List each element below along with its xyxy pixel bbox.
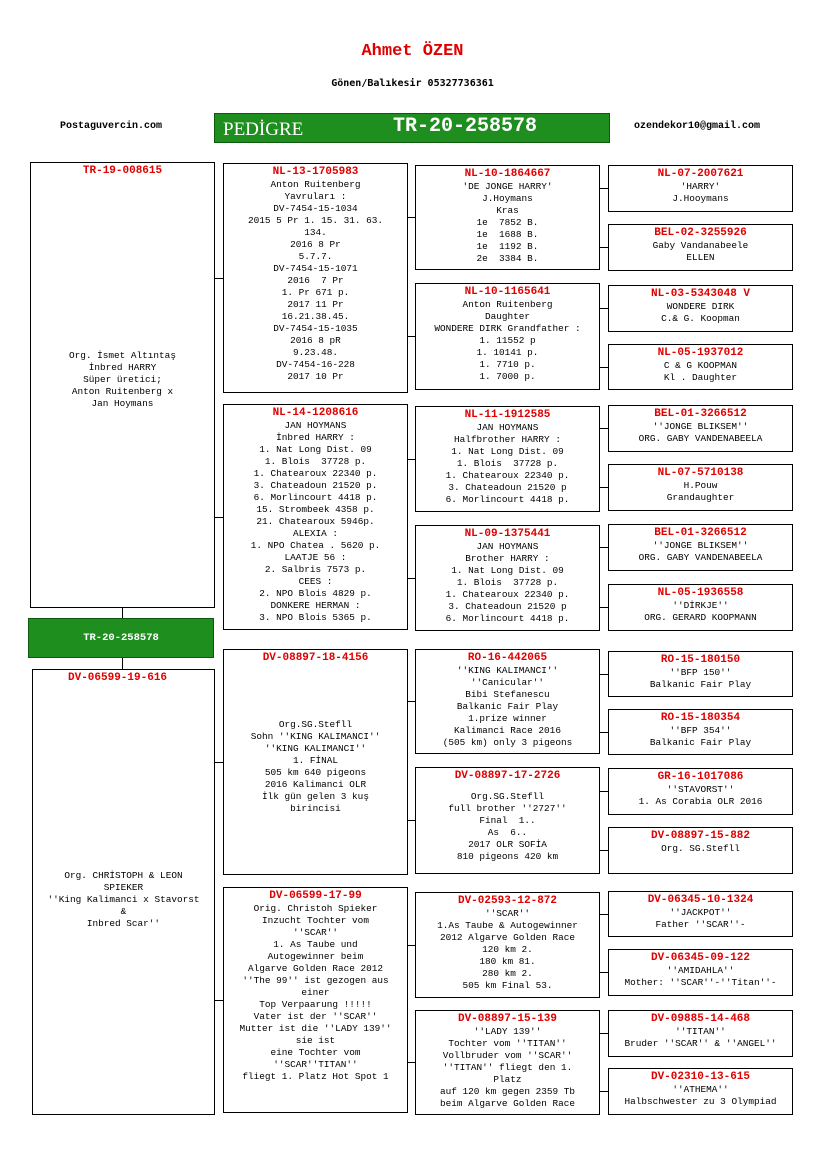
connector-line [408, 945, 415, 946]
sire-notes [31, 350, 214, 410]
connector-line [600, 850, 608, 851]
connector-line [600, 1033, 608, 1034]
great-grandparent-note-line: 1. 10141 p. [476, 347, 539, 358]
great-great-grandparent-box [608, 344, 793, 390]
grandparent-note-line: 3. Chateadoun 21520 p. [253, 480, 378, 491]
great-great-grandparent-ring-id: NL-05-1937012 [657, 347, 744, 359]
great-grandparent-note-line: 1. 11552 p [479, 335, 536, 346]
dam-notes [33, 870, 214, 930]
grandparent-note-line: 2017 10 Pr [287, 371, 344, 382]
grandparent-note-line: Autogewinner beim [267, 951, 364, 962]
great-grandparent-ring-id: NL-09-1375441 [464, 528, 551, 540]
great-great-grandparent-note-line: Bruder ''SCAR'' & ''ANGEL'' [624, 1038, 777, 1049]
connector-line [600, 547, 608, 548]
great-grandparent-ring-id: DV-08897-15-139 [457, 1013, 558, 1025]
great-great-grandparent-ring-id: BEL-02-3255926 [654, 227, 747, 239]
great-grandparent-note-line: Tochter vom ''TITAN'' [448, 1038, 567, 1049]
grandparent-note-line: 2016 Kalimanci OLR [264, 779, 367, 790]
great-great-grandparent-note-line: 1. As Corabia OLR 2016 [638, 796, 763, 807]
great-great-grandparent-note-line: ''BFP 354'' [669, 725, 732, 736]
grandparent-ring-id: DV-06599-17-99 [269, 890, 362, 902]
grandparent-note-line: 15. Strombeek 4358 p. [256, 504, 375, 515]
connector-line [600, 607, 608, 608]
grandparent-note-line: ''SCAR'' [292, 927, 338, 938]
great-grandparent-box [415, 283, 600, 390]
great-great-grandparent-note-line: Halbschwester zu 3 Olympiad [624, 1096, 777, 1107]
great-great-grandparent-note-line: ELLEN [686, 252, 715, 263]
great-great-grandparent-box [608, 285, 793, 332]
grandparent-note-line: 3. NPO Blois 5365 p. [259, 612, 372, 623]
grandparent-note-line: İnbred HARRY : [276, 432, 355, 443]
connector-line [600, 367, 608, 368]
great-grandparent-ring-id: RO-16-442065 [467, 652, 548, 664]
great-grandparent-box [415, 406, 600, 512]
great-great-grandparent-box [608, 1010, 793, 1057]
banner-label: PEDİGRE [223, 119, 304, 140]
great-grandparent-note-line: 2017 OLR SOFİA [468, 839, 547, 850]
grandparent-box [223, 404, 408, 630]
great-great-grandparent-note-line: ORG. GERARD KOOPMANN [644, 612, 757, 623]
connector-line [408, 701, 415, 702]
dam-note-line: Inbred Scar'' [86, 918, 161, 929]
grandparent-note-line: DV-7454-15-1035 [273, 323, 358, 334]
great-great-grandparent-note-line: ''TITAN'' [675, 1026, 726, 1037]
great-grandparent-box [415, 165, 600, 270]
great-grandparent-note-line: 1. Chatearoux 22340 p. [445, 589, 570, 600]
great-great-grandparent-note-line: Kl . Daughter [663, 372, 738, 383]
great-grandparent-note-line: ''SCAR'' [484, 908, 530, 919]
connector-line [600, 487, 608, 488]
great-great-grandparent-box [608, 768, 793, 815]
great-great-grandparent-note-line: Father ''SCAR''- [655, 919, 746, 930]
grandparent-note-line: 1. Pr 671 p. [281, 287, 350, 298]
connector-line [600, 188, 608, 189]
grandparent-note-line: DV-7454-15-1071 [273, 263, 358, 274]
great-great-grandparent-box [608, 464, 793, 511]
great-grandparent-note-line: auf 120 km gegen 2359 Tb [439, 1086, 576, 1097]
great-great-grandparent-box [608, 1068, 793, 1115]
grandparent-note-line: 2. Salbris 7573 p. [264, 564, 367, 575]
great-great-grandparent-ring-id: NL-05-1936558 [657, 587, 744, 599]
connector-line [600, 247, 608, 248]
great-great-grandparent-note-line: ''ATHEMA'' [672, 1084, 729, 1095]
great-grandparent-note-line: 1. Nat Long Dist. 09 [451, 565, 564, 576]
grandparent-note-line: birincisi [290, 803, 341, 814]
grandparent-note-line: DONKERE HERMAN : [270, 600, 361, 611]
great-great-grandparent-note-line: H.Pouw [683, 480, 718, 491]
sire-note-line: Org. İsmet Altıntaş [69, 350, 176, 361]
great-grandparent-note-line: Platz [493, 1074, 522, 1085]
breeder-name: Ahmet ÖZEN [361, 42, 464, 61]
great-great-grandparent-box [608, 651, 793, 697]
great-grandparent-note-line: 1e 1688 B. [476, 229, 539, 240]
grandparent-note-line: 2015 5 Pr 1. 15. 31. 63. [247, 215, 384, 226]
grandparent-note-line: 1. FİNAL [292, 755, 338, 766]
great-grandparent-note-line: 1.As Taube & Autogewinner [437, 920, 578, 931]
great-grandparent-note-line: Brother HARRY : [465, 553, 550, 564]
great-great-grandparent-note-line: J.Hooymans [672, 193, 729, 204]
great-grandparent-note-line: WONDERE DIRK Grandfather : [434, 323, 581, 334]
grandparent-note-line: 1. NPO Chatea . 5620 p. [250, 540, 381, 551]
grandparent-ring-id: DV-08897-18-4156 [262, 652, 369, 664]
great-grandparent-note-line: full brother ''2727'' [448, 803, 567, 814]
great-grandparent-note-line: Daughter [484, 311, 530, 322]
great-grandparent-note-line: Kalimanci Race 2016 [454, 725, 561, 736]
great-grandparent-note-line: As 6.. [487, 827, 528, 838]
grandparent-note-line: Top Verpaarung !!!!! [259, 999, 372, 1010]
grandparent-note-line: İlk gün gelen 3 kuş [262, 791, 369, 802]
dam-note-line: ''King Kalimanci x Stavorst [47, 894, 200, 905]
great-great-grandparent-ring-id: GR-16-1017086 [657, 771, 744, 783]
connector-line [408, 820, 415, 821]
grandparent-note-line: 1. As Taube und [273, 939, 358, 950]
great-great-grandparent-ring-id: BEL-01-3266512 [654, 408, 747, 420]
grandparent-note-line: 9.23.48. [292, 347, 338, 358]
grandparent-note-line: JAN HOYMANS [284, 420, 347, 431]
great-grandparent-note-line: Anton Ruitenberg [462, 299, 553, 310]
great-grandparent-note-line: 6. Morlincourt 4418 p. [445, 613, 570, 624]
great-great-grandparent-note-line: 'HARRY' [680, 181, 721, 192]
connector-line [600, 972, 608, 973]
grandparent-note-line: 2016 8 pR [290, 335, 341, 346]
great-great-grandparent-note-line: ''STAVORST'' [666, 784, 735, 795]
great-grandparent-note-line: 2e 3384 B. [476, 253, 539, 264]
connector-line [408, 336, 415, 337]
great-grandparent-note-line: 1. 7000 p. [479, 371, 536, 382]
grandparent-note-line: 2016 8 Pr [290, 239, 341, 250]
grandparent-ring-id: NL-13-1705983 [272, 166, 359, 178]
great-great-grandparent-note-line: ORG. GABY VANDENABEELA [638, 433, 763, 444]
grandparent-box [223, 163, 408, 393]
great-grandparent-note-line: J.Hoymans [482, 193, 533, 204]
connector-line [600, 791, 608, 792]
great-great-grandparent-ring-id: DV-06345-09-122 [650, 952, 751, 964]
dam-note-line: SPIEKER [103, 882, 144, 893]
great-great-grandparent-box [608, 224, 793, 271]
great-great-grandparent-note-line: Mother: ''SCAR''-''Titan''- [624, 977, 777, 988]
grandparent-note-line: sie ist [295, 1035, 336, 1046]
grandparent-note-line: 1. Chatearoux 22340 p. [253, 468, 378, 479]
grandparent-note-line: CEES : [298, 576, 333, 587]
great-grandparent-note-line: Org.SG.Stefll [470, 791, 545, 802]
grandparent-note-line: 6. Morlincourt 4418 p. [253, 492, 378, 503]
grandparent-note-line: 2017 11 Pr [287, 299, 344, 310]
grandparent-note-line: 1. Blois 37728 p. [264, 456, 367, 467]
grandparent-note-line: 16.21.38.45. [281, 311, 350, 322]
grandparent-note-line: fliegt 1. Platz Hot Spot 1 [242, 1071, 389, 1082]
great-grandparent-note-line: 6. Morlincourt 4418 p. [445, 494, 570, 505]
great-grandparent-ring-id: DV-08897-17-2726 [454, 770, 561, 782]
grandparent-ring-id: NL-14-1208616 [272, 407, 359, 419]
great-great-grandparent-box [608, 827, 793, 874]
subject-ring-number: TR-20-258578 [83, 632, 159, 644]
website-link[interactable]: Postaguvercin.com [60, 121, 163, 132]
sire-note-line: Anton Ruitenberg x [71, 386, 174, 397]
dam-box [32, 669, 215, 1115]
great-grandparent-note-line: 180 km 81. [479, 956, 536, 967]
connector-line [408, 1062, 415, 1063]
great-great-grandparent-ring-id: RO-15-180354 [660, 712, 741, 724]
great-grandparent-ring-id: DV-02593-12-872 [457, 895, 558, 907]
great-grandparent-note-line: Vollbruder vom ''SCAR'' [442, 1050, 573, 1061]
grandparent-box [223, 649, 408, 875]
connector-line [600, 428, 608, 429]
sire-box [30, 162, 215, 608]
great-grandparent-note-line: (505 km) only 3 pigeons [442, 737, 573, 748]
great-great-grandparent-note-line: ''DİRKJE'' [672, 600, 729, 611]
great-great-grandparent-note-line: Balkanic Fair Play [649, 737, 752, 748]
grandparent-note-line: Mutter ist die ''LADY 139'' [239, 1023, 392, 1034]
great-great-grandparent-note-line: Org. SG.Stefll [661, 843, 740, 854]
great-great-grandparent-note-line: ''JACKPOT'' [669, 907, 732, 918]
great-grandparent-box [415, 525, 600, 631]
great-grandparent-note-line: beim Algarve Golden Race [439, 1098, 576, 1109]
great-great-grandparent-ring-id: DV-06345-10-1324 [647, 894, 754, 906]
great-grandparent-note-line: 280 km 2. [482, 968, 533, 979]
grandparent-note-line: 134. [304, 227, 327, 238]
great-grandparent-note-line: 3. Chateadoun 21520 p [448, 601, 567, 612]
sire-note-line: Jan Hoymans [91, 398, 154, 409]
great-grandparent-note-line: Balkanic Fair Play [456, 701, 559, 712]
connector-line [600, 732, 608, 733]
grandparent-note-line: 1. Nat Long Dist. 09 [259, 444, 372, 455]
grandparent-note-line: LAATJE 56 : [284, 552, 347, 563]
great-grandparent-note-line: 3. Chateadoun 21520 p [448, 482, 567, 493]
great-grandparent-note-line: 1. 7710 p. [479, 359, 536, 370]
great-grandparent-note-line: 'DE JONGE HARRY' [462, 181, 553, 192]
great-great-grandparent-box [608, 949, 793, 996]
great-great-grandparent-ring-id: DV-09885-14-468 [650, 1013, 751, 1025]
connector-line [215, 1000, 223, 1001]
great-great-grandparent-ring-id: NL-07-2007621 [657, 168, 744, 180]
great-grandparent-note-line: ''KING KALIMANCI'' [456, 665, 559, 676]
connector-line [408, 459, 415, 460]
grandparent-note-line: Org.SG.Stefll [278, 719, 353, 730]
great-grandparent-note-line: 1e 1192 B. [476, 241, 539, 252]
great-grandparent-note-line: 505 km Final 53. [462, 980, 553, 991]
grandparent-note-line: ''SCAR''TITAN'' [273, 1059, 358, 1070]
great-great-grandparent-note-line: ''AMIDAHLA'' [666, 965, 735, 976]
great-great-grandparent-ring-id: BEL-01-3266512 [654, 527, 747, 539]
connector-line [215, 762, 223, 763]
great-great-grandparent-note-line: C & G KOOPMAN [663, 360, 738, 371]
dam-note-line: Org. CHRİSTOPH & LEON [64, 870, 183, 881]
great-grandparent-note-line: 120 km 2. [482, 944, 533, 955]
great-grandparent-box [415, 649, 600, 754]
great-grandparent-note-line: JAN HOYMANS [476, 541, 539, 552]
sire-note-line: İnbred HARRY [88, 362, 157, 373]
connector-line [215, 278, 223, 279]
great-grandparent-note-line: 1.prize winner [468, 713, 547, 724]
grandparent-note-line: DV-7454-16-228 [276, 359, 355, 370]
great-grandparent-ring-id: NL-10-1864667 [464, 168, 551, 180]
great-great-grandparent-ring-id: RO-15-180150 [660, 654, 741, 666]
connector-line [215, 517, 223, 518]
great-grandparent-note-line: 1e 7852 B. [476, 217, 539, 228]
great-great-grandparent-box [608, 709, 793, 755]
grandparent-note-line: eine Tochter vom [270, 1047, 361, 1058]
connector-line [408, 578, 415, 579]
great-great-grandparent-box [608, 891, 793, 937]
great-grandparent-note-line: 1. Blois 37728 p. [456, 458, 559, 469]
great-grandparent-note-line: JAN HOYMANS [476, 422, 539, 433]
great-great-grandparent-ring-id: DV-08897-15-882 [650, 830, 751, 842]
great-great-grandparent-note-line: Balkanic Fair Play [649, 679, 752, 690]
grandparent-note-line: Vater ist der ''SCAR'' [253, 1011, 378, 1022]
connector-line [408, 217, 415, 218]
great-great-grandparent-note-line: ''BFP 150'' [669, 667, 732, 678]
great-great-grandparent-ring-id: NL-03-5343048 V [650, 288, 751, 300]
email-link[interactable]: ozendekor10@gmail.com [634, 121, 761, 132]
great-great-grandparent-box [608, 405, 793, 452]
grandparent-note-line: 505 km 640 pigeons [264, 767, 367, 778]
great-great-grandparent-note-line: ORG. GABY VANDENABEELA [638, 552, 763, 563]
great-great-grandparent-box [608, 165, 793, 212]
breeder-location-phone: Gönen/Balıkesir 05327736361 [331, 78, 494, 89]
great-grandparent-note-line: Final 1.. [479, 815, 536, 826]
dam-note-line: & [120, 906, 127, 917]
grandparent-note-line: ALEXIA : [292, 528, 338, 539]
great-grandparent-note-line: ''LADY 139'' [473, 1026, 542, 1037]
connector-line [600, 1091, 608, 1092]
great-grandparent-note-line: Halfbrother HARRY : [454, 434, 561, 445]
great-grandparent-note-line: ''Canicular'' [470, 677, 545, 688]
grandparent-note-line: 2. NPO Blois 4829 p. [259, 588, 372, 599]
sire-ring-id: TR-19-008615 [82, 165, 163, 177]
great-great-grandparent-note-line: Grandaughter [666, 492, 735, 503]
great-grandparent-box [415, 767, 600, 874]
connector-line [600, 674, 608, 675]
great-grandparent-note-line: Bibi Stefanescu [465, 689, 550, 700]
subject-ring-box [28, 618, 214, 658]
grandparent-note-line: Sohn ''KING KALIMANCI'' [250, 731, 381, 742]
grandparent-box [223, 887, 408, 1113]
great-grandparent-note-line: 2012 Algarve Golden Race [439, 932, 576, 943]
grandparent-note-line: 21. Chatearoux 5946p. [256, 516, 375, 527]
grandparent-note-line: Orig. Christoh Spieker [253, 903, 378, 914]
great-grandparent-ring-id: NL-11-1912585 [464, 409, 551, 421]
great-grandparent-note-line: Kras [496, 205, 519, 216]
pedigree-banner [214, 113, 610, 143]
grandparent-note-line: ''The 99'' ist gezogen aus [242, 975, 389, 986]
grandparent-note-line: 2016 7 Pr [287, 275, 344, 286]
grandparent-note-line: Anton Ruitenberg [270, 179, 361, 190]
great-great-grandparent-note-line: C.& G. Koopman [661, 313, 740, 324]
grandparent-note-line: ''KING KALIMANCI'' [264, 743, 367, 754]
grandparent-note-line: DV-7454-15-1034 [273, 203, 358, 214]
great-great-grandparent-box [608, 584, 793, 631]
great-grandparent-box [415, 1010, 600, 1115]
great-great-grandparent-note-line: ''JONGE BLIKSEM'' [652, 421, 749, 432]
grandparent-note-line: 5.7.7. [298, 251, 333, 262]
great-grandparent-note-line: 1. Nat Long Dist. 09 [451, 446, 564, 457]
great-great-grandparent-ring-id: NL-07-5710138 [657, 467, 744, 479]
great-grandparent-note-line: ''TITAN'' fliegt den 1. [442, 1062, 573, 1073]
connector-line [600, 308, 608, 309]
great-great-grandparent-note-line: Gaby Vandanabeele [652, 240, 749, 251]
grandparent-note-line: Algarve Golden Race 2012 [247, 963, 384, 974]
grandparent-note-line: einer [301, 987, 330, 998]
connector-line [600, 914, 608, 915]
banner-ring-number: TR-20-258578 [393, 115, 538, 138]
dam-ring-id: DV-06599-19-616 [68, 672, 168, 684]
great-grandparent-note-line: 1. Blois 37728 p. [456, 577, 559, 588]
great-grandparent-box [415, 892, 600, 998]
grandparent-note-line: Yavruları : [284, 191, 347, 202]
sire-note-line: Süper üretici; [83, 374, 162, 385]
great-grandparent-note-line: 1. Chatearoux 22340 p. [445, 470, 570, 481]
great-great-grandparent-box [608, 524, 793, 571]
great-great-grandparent-note-line: ''JONGE BLIKSEM'' [652, 540, 749, 551]
great-grandparent-note-line: 810 pigeons 420 km [456, 851, 559, 862]
great-great-grandparent-ring-id: DV-02310-13-615 [650, 1071, 751, 1083]
great-great-grandparent-note-line: WONDERE DIRK [666, 301, 735, 312]
great-grandparent-ring-id: NL-10-1165641 [464, 286, 551, 298]
grandparent-note-line: Inzucht Tochter vom [262, 915, 369, 926]
